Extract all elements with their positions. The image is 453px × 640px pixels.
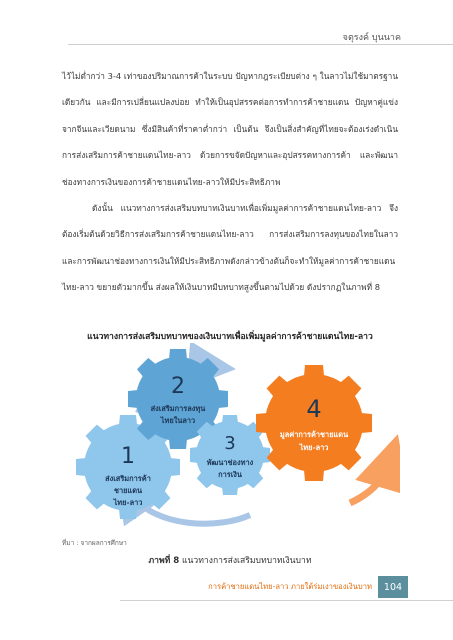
gear-2-number: 2 (171, 374, 185, 399)
figure-title: แนวทางการส่งเสริมบทบาทของเงินบาทเพื่อเพิ่มมูลค่าการค้าชายแดนไทย-ลาว (87, 332, 373, 342)
paragraph-2: ดังนั้น แนวทางการส่งเสริมบทบาทเงินบาทเพื่อเพิ่มมูลค่าการค้าชายแดนไทย-ลาว จึงต้องเริ่มต้นด้วยวิธีการส่งเสริมการค้าชายแดนไทย-ลาว การส่งเสริมการลงทุนของไทยในลาว และการพัฒนาช่องทางการเงินให้มีประสิทธิภาพดังกล่าวข้างต้นก็จะทำให้มูลค่าการค้าชายแดนไทย-ลาว ขยายตัวมากขึ้น ส่งผลให้เงินบาทมีบทบาทสูงขึ้นตามไปด้วย ดังปรากฏในภาพที่ 8 (62, 203, 398, 293)
gear-1-number: 1 (121, 444, 135, 469)
gear-2-line2: ไทยในลาว (160, 416, 196, 425)
gear-3-line2: การเงิน (218, 470, 242, 479)
gear-1-line3: ไทย-ลาว (113, 498, 143, 507)
header-rule (68, 44, 453, 45)
gear-3-number: 3 (224, 433, 236, 454)
page-number: 104 (378, 576, 408, 598)
caption-text: แนวทางการส่งเสริมบทบาทเงินบาท (179, 556, 312, 566)
figure-source: ที่มา : จากผลการศึกษา (62, 539, 127, 547)
gear-diagram (60, 343, 400, 533)
header-author: จตุรงค์ บุนนาค (342, 33, 401, 43)
page-footer (208, 576, 408, 598)
gear-1-line2: ชายแดน (113, 486, 143, 495)
gear-1-line1: ส่งเสริมการค้า (105, 474, 151, 483)
figure-caption (62, 553, 398, 567)
gear-4-line1: มูลค่าการค้าชายแดน (279, 430, 349, 439)
footer-title: การค้าชายแดนไทย-ลาว ภายใต้ร่มเงาของเงินบาท (208, 582, 372, 591)
gear-2-line1: ส่งเสริมการลงทุน (150, 404, 206, 413)
result-arrow (350, 461, 390, 503)
caption-prefix: ภาพที่ 8 (148, 556, 180, 566)
footer-rule (120, 600, 453, 601)
paragraph-1: ไว้ไม่ต่ำกว่า 3-4 เท่าของปริมาณการค้าในระบบ ปัญหากฎระเบียบต่าง ๆ ในลาวไม่ใช้มาตรฐานเดียวกัน และมีการเปลี่ยนแปลงบ่อย ทำให้เป็นอุปสรรคต่อการทำการค้าชายแดน ปัญหาคู่แข่งจากจีนและเวียดนาม ซึ่งมีสินค้าที่ราคาต่ำกว่า เป็นต้น จึงเป็นสิ่งสำคัญที่ไทยจะต้องเร่งดำเนินการส่งเสริมการค้าชายแดนไทย-ลาว ด้วยการขจัดปัญหาและอุปสรรคทางการค้า และพัฒนาช่องทางการเงินของการค้าชายแดนไทย-ลาวให้มีประสิทธิภาพ (62, 71, 398, 187)
body-text (62, 63, 398, 301)
gear-3-line1: พัฒนาช่องทาง (206, 458, 254, 467)
gear-4-line2: ไทย-ลาว (299, 443, 329, 452)
gear-4-number: 4 (306, 395, 322, 423)
